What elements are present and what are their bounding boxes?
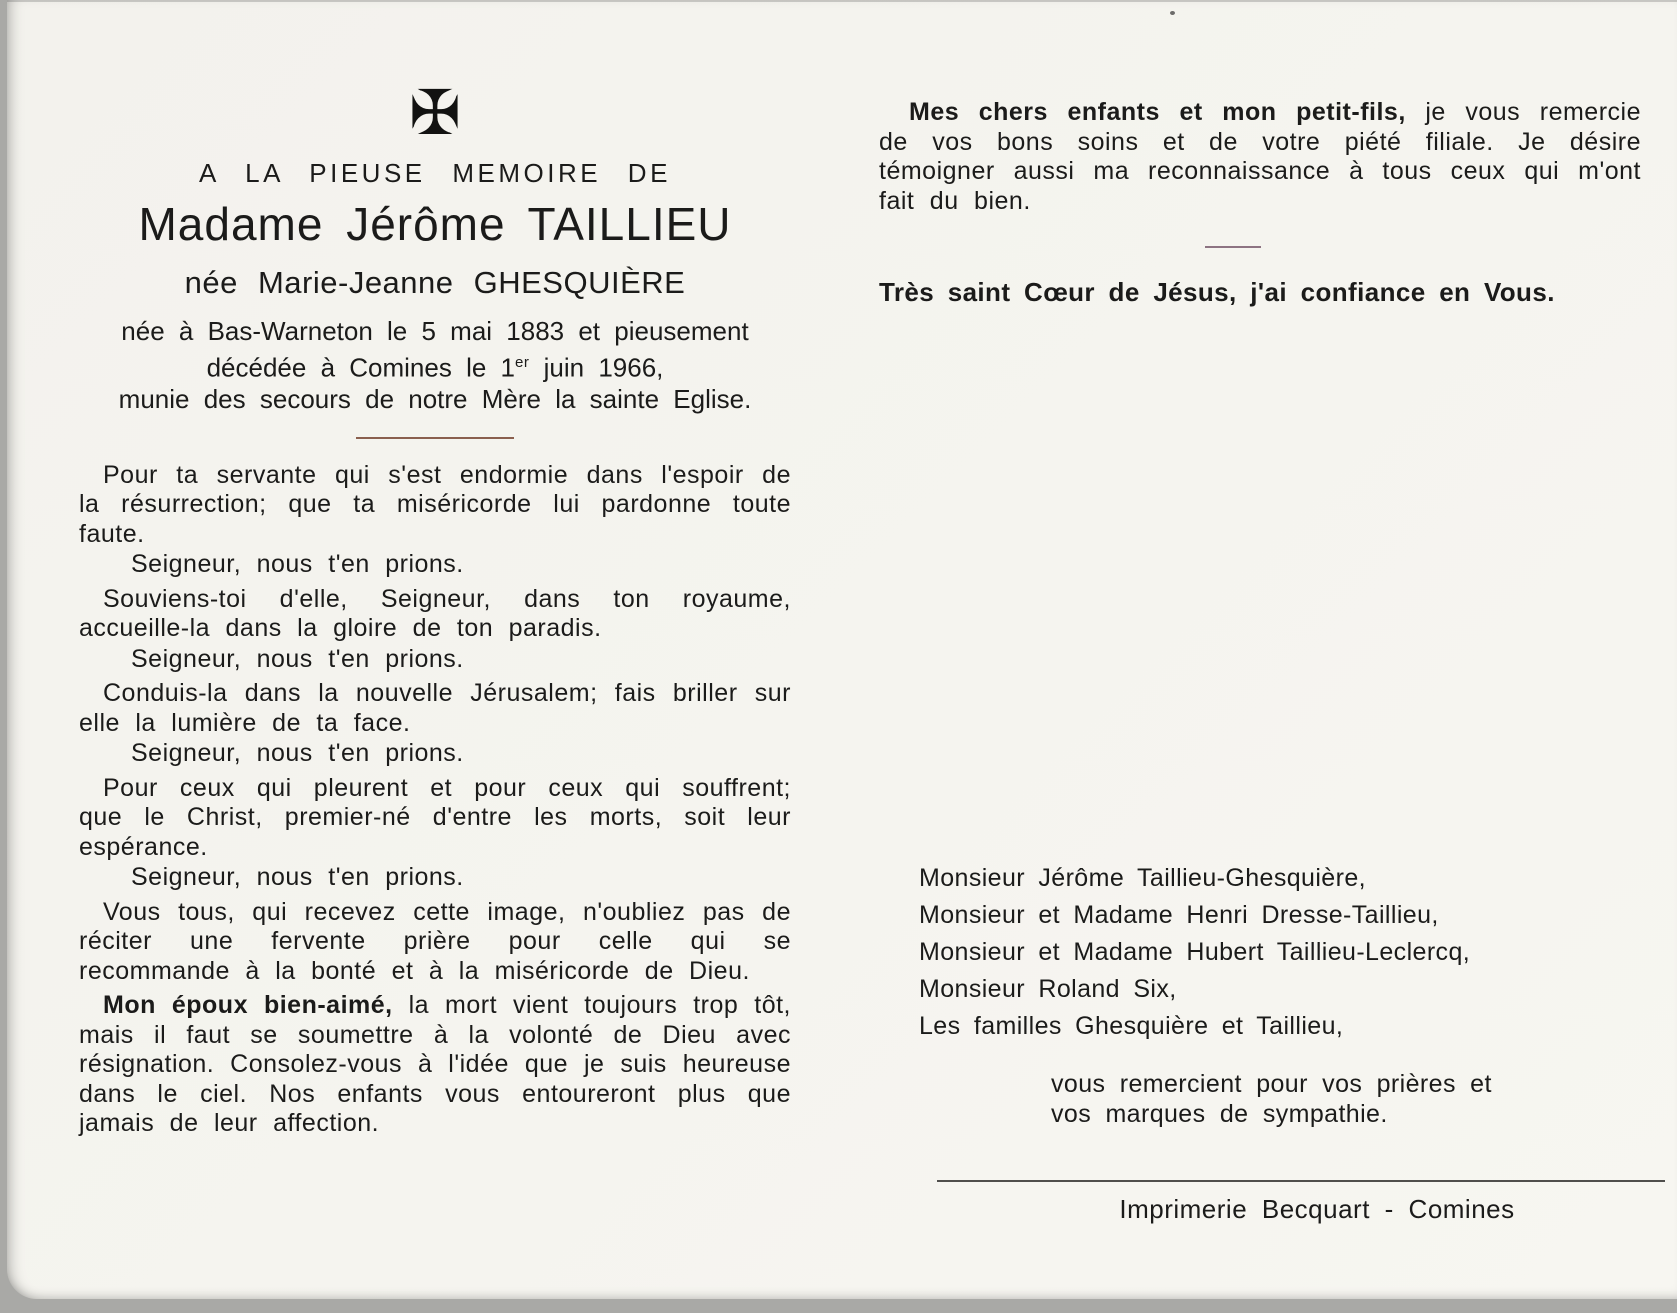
prayer-paragraph: Souviens-toi d'elle, Seigneur, dans ton royaume, accueille-la dans la gloire de ton paradis.	[79, 584, 791, 643]
prayer-section	[79, 461, 791, 1139]
children-message-body: je vous remercie de vos bons soins et de votre piété filiale. Je désire témoigner aussi ma reconnaissance à tous ceux qui m'ont fait du bien.	[879, 98, 1641, 215]
thanks-block	[1051, 1069, 1641, 1129]
prayer-response: Seigneur, nous t'en prions.	[131, 644, 464, 673]
prayer-response: Seigneur, nous t'en prions.	[131, 863, 464, 892]
spouse-message-lead: Mon époux bien-aimé,	[103, 991, 393, 1020]
birth-line: née à Bas-Warneton le 5 mai 1883 et pieusement	[121, 316, 749, 346]
prayer-response: Seigneur, nous t'en prions.	[131, 739, 464, 768]
spouse-message	[79, 991, 791, 1139]
sacred-heart-invocation: Très saint Cœur de Jésus, j'ai confiance en Vous.	[879, 277, 1555, 307]
children-message	[879, 98, 1641, 216]
prayer-paragraph: Pour ceux qui pleurent et pour ceux qui souffrent; que le Christ, premier-né d'entre les morts, soit leur espérance.	[79, 773, 791, 861]
prayer-paragraph: Pour ta servante qui s'est endormie dans l'espoir de la résurrection; que ta miséricorde lui pardonne toute faute.	[79, 460, 791, 548]
family-list	[879, 860, 1641, 1045]
maltese-cross-icon: ✠	[409, 76, 461, 149]
spouse-message-body: la mort vient toujours trop tôt, mais il faut se soumettre à la volonté de Dieu avec résignation. Consolez-vous à l'idée que je suis heureuse dans le ciel. Nos enfants vous entoureront plus que jamais de leur affection.	[79, 991, 791, 1138]
scan-speck	[1170, 11, 1175, 15]
prayer-response: Seigneur, nous t'en prions.	[131, 550, 464, 579]
page-left	[79, 76, 791, 1139]
printer-rule	[937, 1180, 1665, 1182]
divider	[1205, 246, 1261, 248]
thanks-line: vos marques de sympathie.	[1051, 1099, 1388, 1128]
prayer-paragraph: Vous tous, qui recevez cette image, n'oubliez pas de réciter une fervente prière pour celle qui se recommande à la bonté et à la miséricorde de Dieu.	[79, 897, 791, 985]
family-member: Monsieur et Madame Hubert Taillieu-Leclercq,	[919, 937, 1471, 966]
divider	[356, 437, 514, 439]
maiden-name: née Marie-Jeanne GHESQUIÈRE	[184, 265, 686, 300]
ordinal-superscript: er	[515, 354, 530, 371]
family-member: Les familles Ghesquière et Taillieu,	[919, 1011, 1344, 1040]
children-message-lead: Mes chers enfants et mon petit-fils,	[909, 98, 1406, 126]
family-member: Monsieur et Madame Henri Dresse-Taillieu,	[919, 900, 1439, 929]
deceased-name: Madame Jérôme TAILLIEU	[138, 198, 732, 250]
church-line: munie des secours de notre Mère la sainte Eglise.	[118, 383, 752, 414]
card-paper	[7, 0, 1677, 1299]
death-line	[79, 347, 791, 384]
memorial-heading: A LA PIEUSE MEMOIRE DE	[199, 158, 671, 188]
prayer-paragraph: Conduis-la dans la nouvelle Jérusalem; fais briller sur elle la lumière de ta face.	[79, 679, 791, 737]
life-dates	[79, 316, 791, 415]
family-member: Monsieur Roland Six,	[919, 974, 1177, 1003]
death-line-text: décédée à Comines le 1	[206, 352, 515, 383]
printer-imprint: Imprimerie Becquart - Comines	[1119, 1194, 1515, 1224]
thanks-line: vous remercient pour vos prières et	[1051, 1069, 1492, 1098]
page-right	[879, 98, 1641, 1129]
family-member: Monsieur Jérôme Taillieu-Ghesquière,	[919, 863, 1366, 892]
death-line-text-end: juin 1966,	[529, 352, 664, 383]
